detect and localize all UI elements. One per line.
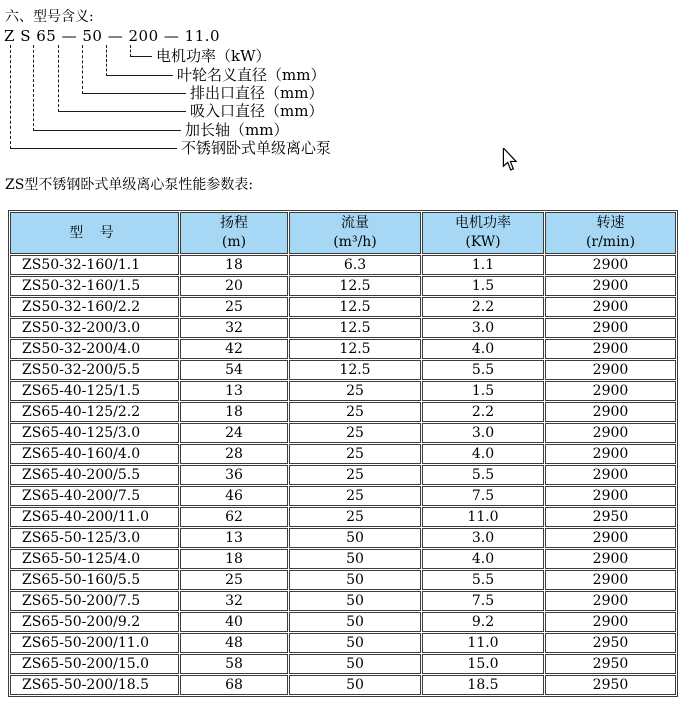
value-cell: 11.0 [422, 507, 544, 527]
value-cell: 50 [289, 528, 421, 548]
value-cell: 2900 [545, 402, 676, 422]
value-cell: 20 [180, 276, 288, 296]
model-cell: ZS65-40-200/7.5 [10, 486, 179, 506]
column-unit: (m) [221, 234, 247, 250]
value-cell: 15.0 [422, 654, 544, 674]
table-row [10, 339, 676, 359]
table-row [10, 507, 676, 527]
value-cell: 50 [289, 570, 421, 590]
table-row [10, 255, 676, 275]
column-header [10, 212, 179, 254]
model-cell: ZS65-40-125/2.2 [10, 402, 179, 422]
model-cell: ZS65-50-160/5.5 [10, 570, 179, 590]
table-row [10, 591, 676, 611]
value-cell: 1.5 [422, 276, 544, 296]
column-header [289, 212, 421, 254]
value-cell: 2950 [545, 675, 676, 695]
value-cell: 2900 [545, 465, 676, 485]
value-cell: 2950 [545, 654, 676, 674]
value-cell: 18 [180, 549, 288, 569]
value-cell: 2900 [545, 570, 676, 590]
value-cell: 25 [289, 465, 421, 485]
model-cell: ZS65-50-125/4.0 [10, 549, 179, 569]
value-cell: 2950 [545, 507, 676, 527]
value-cell: 46 [180, 486, 288, 506]
column-title: 型 号 [69, 224, 120, 241]
table-row [10, 444, 676, 464]
value-cell: 2900 [545, 528, 676, 548]
table-row [10, 549, 676, 569]
model-cell: ZS65-40-200/5.5 [10, 465, 179, 485]
value-cell: 24 [180, 423, 288, 443]
value-cell: 12.5 [289, 297, 421, 317]
value-cell: 3.0 [422, 528, 544, 548]
value-cell: 50 [289, 675, 421, 695]
table-row [10, 402, 676, 422]
diagram-label: 排出口直径（mm） [190, 84, 324, 102]
value-cell: 2900 [545, 339, 676, 359]
table-row [10, 297, 676, 317]
model-cell: ZS65-50-200/9.2 [10, 612, 179, 632]
value-cell: 3.0 [422, 423, 544, 443]
model-cell: ZS50-32-200/4.0 [10, 339, 179, 359]
value-cell: 5.5 [422, 570, 544, 590]
value-cell: 2900 [545, 444, 676, 464]
table-caption: ZS型不锈钢卧式单级离心泵性能参数表: [5, 177, 254, 193]
model-cell: ZS65-40-125/1.5 [10, 381, 179, 401]
table-row [10, 654, 676, 674]
value-cell: 25 [289, 486, 421, 506]
model-code-text: Z S 65 — 50 — 200 — 11.0 [4, 27, 221, 45]
value-cell: 25 [289, 507, 421, 527]
column-title: 电机功率 [455, 215, 511, 231]
value-cell: 28 [180, 444, 288, 464]
value-cell: 2900 [545, 423, 676, 443]
diagram-label: 电机功率（kW） [156, 47, 271, 65]
diagram-label: 不锈钢卧式单级离心泵 [181, 139, 332, 157]
value-cell: 4.0 [422, 339, 544, 359]
value-cell: 25 [180, 297, 288, 317]
value-cell: 1.5 [422, 381, 544, 401]
value-cell: 13 [180, 528, 288, 548]
table-row [10, 675, 676, 695]
column-title: 流量 [341, 215, 369, 231]
table-row [10, 423, 676, 443]
value-cell: 50 [289, 591, 421, 611]
value-cell: 50 [289, 654, 421, 674]
table-row [10, 612, 676, 632]
model-cell: ZS50-32-200/3.0 [10, 318, 179, 338]
table-row [10, 486, 676, 506]
table-row [10, 465, 676, 485]
value-cell: 2900 [545, 612, 676, 632]
model-cell: ZS65-50-200/15.0 [10, 654, 179, 674]
value-cell: 6.3 [289, 255, 421, 275]
model-cell: ZS65-50-200/11.0 [10, 633, 179, 653]
value-cell: 2900 [545, 591, 676, 611]
model-cell: ZS50-32-160/1.5 [10, 276, 179, 296]
value-cell: 12.5 [289, 318, 421, 338]
value-cell: 2950 [545, 633, 676, 653]
value-cell: 18 [180, 255, 288, 275]
table-row [10, 528, 676, 548]
column-header [180, 212, 288, 254]
value-cell: 5.5 [422, 360, 544, 380]
value-cell: 12.5 [289, 339, 421, 359]
model-cell: ZS65-40-125/3.0 [10, 423, 179, 443]
value-cell: 25 [289, 402, 421, 422]
value-cell: 2.2 [422, 402, 544, 422]
value-cell: 4.0 [422, 444, 544, 464]
diagram-label: 加长轴（mm） [185, 121, 289, 139]
value-cell: 32 [180, 591, 288, 611]
table-row [10, 570, 676, 590]
value-cell: 12.5 [289, 276, 421, 296]
value-cell: 2900 [545, 255, 676, 275]
value-cell: 54 [180, 360, 288, 380]
header-row [10, 212, 676, 254]
table-row [10, 360, 676, 380]
value-cell: 58 [180, 654, 288, 674]
value-cell: 2.2 [422, 297, 544, 317]
value-cell: 2900 [545, 276, 676, 296]
table-row [10, 381, 676, 401]
value-cell: 42 [180, 339, 288, 359]
value-cell: 50 [289, 549, 421, 569]
value-cell: 25 [289, 423, 421, 443]
value-cell: 2900 [545, 360, 676, 380]
model-cell: ZS50-32-160/2.2 [10, 297, 179, 317]
value-cell: 40 [180, 612, 288, 632]
model-cell: ZS65-40-160/4.0 [10, 444, 179, 464]
value-cell: 25 [289, 381, 421, 401]
value-cell: 18 [180, 402, 288, 422]
section-title: 六、型号含义: [5, 9, 94, 25]
column-title: 转速 [596, 215, 625, 231]
model-cell: ZS65-40-200/11.0 [10, 507, 179, 527]
value-cell: 25 [289, 444, 421, 464]
value-cell: 7.5 [422, 591, 544, 611]
value-cell: 62 [180, 507, 288, 527]
diagram-connector-line [10, 45, 177, 149]
model-cell: ZS65-50-200/7.5 [10, 591, 179, 611]
value-cell: 2900 [545, 297, 676, 317]
table-row [10, 318, 676, 338]
model-cell: ZS50-32-160/1.1 [10, 255, 179, 275]
mouse-cursor-icon [502, 148, 518, 172]
column-header [422, 212, 544, 254]
value-cell: 18.5 [422, 675, 544, 695]
value-cell: 5.5 [422, 465, 544, 485]
value-cell: 50 [289, 633, 421, 653]
value-cell: 48 [180, 633, 288, 653]
value-cell: 12.5 [289, 360, 421, 380]
model-cell: ZS50-32-200/5.5 [10, 360, 179, 380]
column-unit: (KW) [465, 234, 501, 250]
value-cell: 2900 [545, 318, 676, 338]
value-cell: 13 [180, 381, 288, 401]
value-cell: 25 [180, 570, 288, 590]
value-cell: 1.1 [422, 255, 544, 275]
value-cell: 50 [289, 612, 421, 632]
value-cell: 32 [180, 318, 288, 338]
model-cell: ZS65-50-125/3.0 [10, 528, 179, 548]
value-cell: 9.2 [422, 612, 544, 632]
column-unit: (m³/h) [333, 234, 377, 250]
value-cell: 4.0 [422, 549, 544, 569]
value-cell: 3.0 [422, 318, 544, 338]
model-cell: ZS65-50-200/18.5 [10, 675, 179, 695]
value-cell: 36 [180, 465, 288, 485]
performance-table [8, 210, 678, 697]
diagram-label: 叶轮名义直径（mm） [177, 66, 326, 84]
table-row [10, 633, 676, 653]
value-cell: 2900 [545, 549, 676, 569]
value-cell: 11.0 [422, 633, 544, 653]
table-row [10, 276, 676, 296]
column-title: 扬程 [220, 215, 248, 231]
value-cell: 7.5 [422, 486, 544, 506]
column-header [545, 212, 676, 254]
column-unit: (r/min) [585, 234, 636, 250]
diagram-label: 吸入口直径（mm） [190, 102, 324, 120]
value-cell: 2900 [545, 381, 676, 401]
value-cell: 68 [180, 675, 288, 695]
value-cell: 2900 [545, 486, 676, 506]
